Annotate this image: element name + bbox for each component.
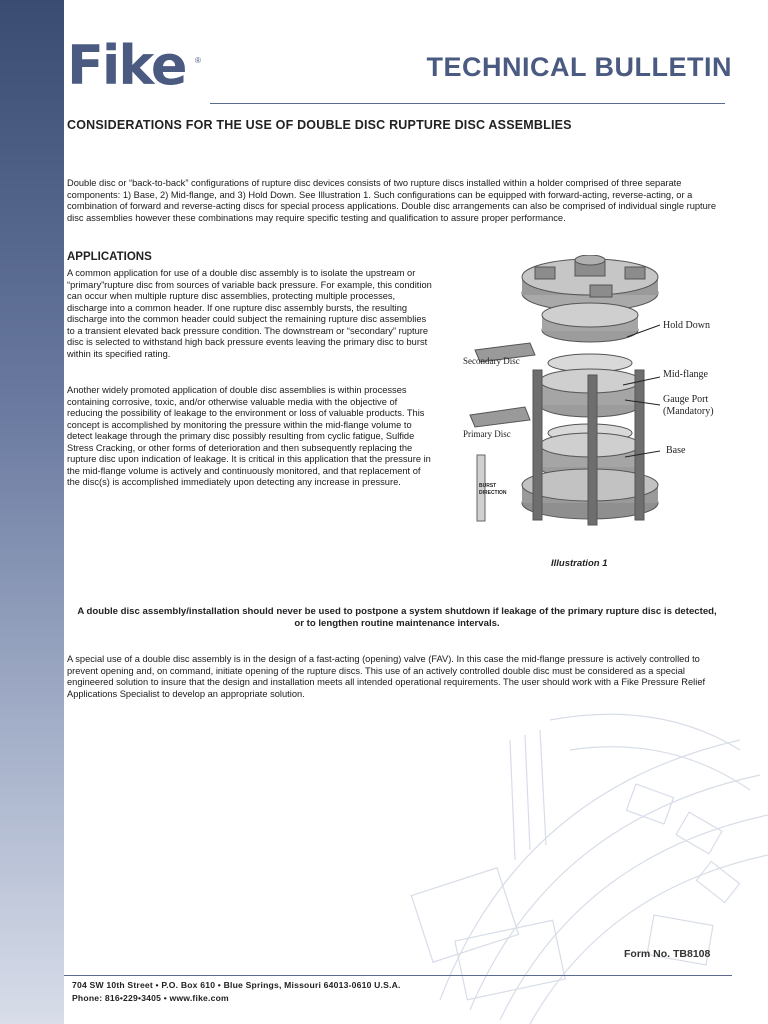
- label-base: Base: [666, 445, 686, 456]
- label-burst: BURST: [479, 483, 497, 489]
- double-disc-assembly-illustration: [455, 255, 745, 530]
- logo-wordmark: Fike: [67, 34, 186, 97]
- label-mid-flange: Mid-flange: [663, 369, 708, 380]
- applications-paragraph-1: A common application for use of a double disc assembly is to isolate the upstream or “primary”rupture disc from sources of variable back pressure. For example, this condition can occur when multiple rupture disc assemblies, protecting multiple processes, discharge into a common header. If one rupture disc assembly bursts, the resulting discharge into the common header could subject the remaining rupture disc assemblies to a transient elevated back pressure condition. The downstream or “secondary” rupture disc is selected to withstand high back pressure events leaving the primary disc to burst within its specified rating.: [67, 268, 432, 359]
- fike-logo: [67, 36, 207, 100]
- illustration-caption: Illustration 1: [551, 558, 608, 569]
- label-gauge-port-mandatory: (Mandatory): [663, 406, 714, 417]
- label-gauge-port: Gauge Port: [663, 394, 709, 405]
- label-primary-disc: Primary Disc: [463, 429, 511, 439]
- footer-contact: Phone: 816•229•3405 • www.fike.com: [72, 993, 229, 1003]
- label-secondary-disc: Secondary Disc: [463, 356, 520, 366]
- warning-statement: [67, 606, 727, 630]
- intro-paragraph: Double disc or “back-to-back” configurations of rupture disc devices consists of two rupture discs installed within a holder comprised of three separate components: 1) Base, 2) Mid-flange, and 3) Hold Down. See Illustration 1. Such configurations can be equipped with forward-acting, reverse-acting, or a combination of forward and reverse-acting discs for special process applications. Double disc arrangements can also be comprised of individual single rupture disc assemblies however these combinations may require specific testing and qualification to assure proper performance.: [67, 178, 717, 223]
- footer-address: 704 SW 10th Street • P.O. Box 610 • Blue Springs, Missouri 64013-0610 U.S.A.: [72, 980, 401, 990]
- form-number: Form No. TB8108: [624, 948, 711, 960]
- label-direction: DIRECTION: [479, 490, 507, 496]
- registered-mark: ®: [195, 56, 201, 65]
- applications-paragraph-2: Another widely promoted application of double disc assemblies is within processes containing corrosive, toxic, and/or otherwise valuable media with the objective of reducing the possibility of leakage to the environment or loss of valuable products. This concept is accomplished by monitoring the pressure within the mid-flange volume to detect leakage through the primary disc possibly resulting from cyclic fatigue, Sulfide Stress Cracking, or other forms of deterioration and then subsequently replacing the rupture disc upon indication of leakage. It is critical in this application that the pressure in the mid-flange volume is actively and continuously monitored, and that replacement of the disc(s) is accomplished immediately upon detecting any increase in pressure.: [67, 385, 431, 487]
- label-hold-down: Hold Down: [663, 320, 710, 331]
- header-divider: [210, 103, 725, 104]
- fav-paragraph: A special use of a double disc assembly is in the design of a fast-acting (opening) valve (FAV). In this case the mid-flange pressure is actively controlled to prevent opening and, on command, initiate opening of the rupture discs. This use of an actively controlled double disc must be considered as a special engineered solution to insure that the design and installation meets all intended operational requirements. The user should work with a Fike Pressure Relief Applications Specialist to develop an appropriate solution.: [67, 654, 706, 699]
- left-sidebar-band: [0, 0, 64, 1024]
- document-title: CONSIDERATIONS FOR THE USE OF DOUBLE DISC RUPTURE DISC ASSEMBLIES: [67, 118, 572, 132]
- background-watermark-graphic: [400, 680, 768, 1024]
- applications-heading: APPLICATIONS: [67, 251, 152, 263]
- warning-line-1: A double disc assembly/installation should never be used to postpone a system shutdown if leakage of the primary rupture disc is detected,: [77, 606, 717, 617]
- warning-line-2: or to lengthen routine maintenance intervals.: [294, 618, 500, 629]
- bulletin-title: TECHNICAL BULLETIN: [426, 52, 732, 82]
- footer-divider: [64, 975, 732, 976]
